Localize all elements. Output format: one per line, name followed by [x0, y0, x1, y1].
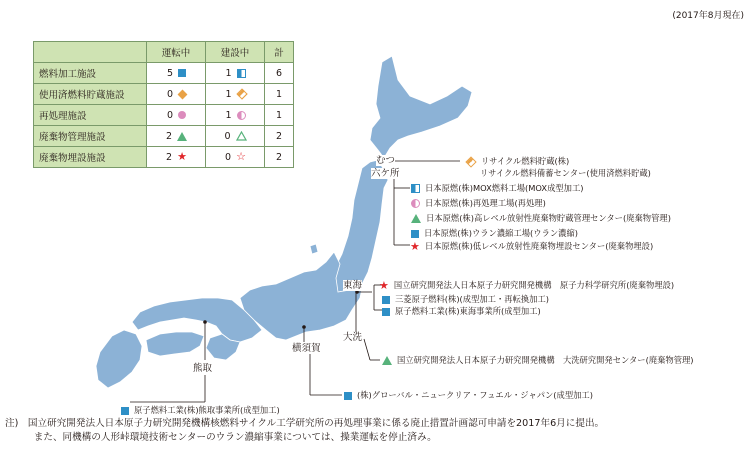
half-orange-diamond-icon [465, 156, 476, 167]
red-star-icon: ★ [379, 278, 389, 292]
facility-label: 国立研究開発法人日本原子力研究開発機構 大洗研究開発センター(廃棄物管理) [397, 355, 694, 365]
operating-cell [147, 105, 206, 126]
facility-label: 三菱原子燃料(株)(成型加工・再転換加工) [395, 294, 549, 304]
total-count: 2 [265, 147, 294, 168]
half-orange-diamond-icon [236, 88, 247, 99]
red-star-icon: ★ [410, 239, 420, 253]
facility-kumatori-1 [121, 405, 280, 415]
place-tokai: 東海 [343, 280, 363, 291]
blue-square-icon [382, 308, 390, 316]
construction-count: 1 [225, 109, 232, 121]
leader-oarai-2 [364, 339, 370, 360]
construction-cell [206, 105, 265, 126]
footnote [5, 417, 604, 445]
header-operating: 運転中 [147, 42, 206, 63]
facility-rokkasho-3 [411, 213, 671, 223]
site-dot-yokosuka [302, 325, 306, 329]
honshu-tohoku [330, 160, 388, 292]
as-of-date: (2017年8月現在) [672, 11, 744, 21]
facility-label: 日本原燃(株)高レベル放射性廃棄物貯蔵管理センター(廃棄物管理) [426, 213, 671, 223]
blue-square-icon [121, 407, 129, 415]
sado-island [310, 244, 318, 254]
facility-oarai-1 [382, 355, 694, 365]
site-dot-kumatori [203, 320, 207, 324]
row-label: 廃棄物管理施設 [34, 126, 147, 147]
construction-cell [206, 63, 265, 84]
construction-cell [206, 147, 265, 168]
blue-square-icon [411, 230, 419, 238]
facility-mutsu-2 [480, 168, 651, 178]
facility-rokkasho-4 [411, 228, 578, 238]
operating-count: 5 [166, 67, 174, 79]
operating-cell [147, 84, 206, 105]
blue-square-icon [382, 296, 390, 304]
facility-label: 原子燃料工業(株)熊取事業所(成型加工) [134, 405, 280, 415]
row-label: 廃棄物埋設施設 [34, 147, 147, 168]
table-row [34, 84, 294, 105]
facility-label: リサイクル燃料備蓄センター(使用済燃料貯蔵) [480, 168, 651, 178]
half-blue-square-icon [237, 69, 246, 78]
table-row [34, 63, 294, 84]
green-triangle-icon [382, 356, 392, 365]
row-label: 燃料加工施設 [34, 63, 147, 84]
total-count: 2 [265, 126, 294, 147]
blue-square-icon [344, 392, 352, 400]
orange-diamond-icon [178, 89, 188, 99]
place-mutsu: むつ [376, 155, 396, 166]
facility-tokai-2 [382, 294, 549, 304]
construction-count: 0 [224, 130, 231, 142]
footnote-line-1: 注) 国立研究開発法人日本原子力研究開発機構核燃料サイクル工学研究所の再処理事業に係る廃止措置計画認可申請を2017年6月に提出。 [5, 418, 605, 429]
facility-label: 日本原燃(株)再処理工場(再処理) [425, 198, 546, 208]
construction-count: 1 [225, 67, 232, 79]
facility-mutsu-1 [466, 156, 569, 166]
place-yokosuka: 横須賀 [292, 343, 321, 354]
facility-rokkasho-5 [410, 241, 653, 252]
total-count: 1 [265, 105, 294, 126]
place-kumatori: 熊取 [193, 363, 213, 374]
half-blue-square-icon [411, 184, 420, 193]
green-triangle-icon [411, 214, 421, 223]
facility-label: (株)グローバル・ニュークリア・フュエル・ジャパン(成型加工) [357, 390, 593, 400]
total-count: 1 [265, 84, 294, 105]
table-row [34, 147, 294, 168]
row-label: 使用済燃料貯蔵施設 [34, 84, 147, 105]
green-triangle-icon [177, 132, 187, 141]
operating-count: 0 [166, 109, 174, 121]
table-header-row [34, 42, 294, 63]
operating-count: 2 [165, 130, 173, 142]
outline-green-triangle-icon [236, 131, 247, 141]
hokkaido [370, 56, 472, 158]
outline-red-star-icon: ☆ [236, 150, 246, 163]
facility-rokkasho-1 [411, 183, 584, 193]
construction-cell [206, 126, 265, 147]
header-construction: 建設中 [206, 42, 265, 63]
row-label: 再処理施設 [34, 105, 147, 126]
table-row [34, 126, 294, 147]
total-count: 6 [265, 63, 294, 84]
header-total: 計 [265, 42, 294, 63]
construction-count: 0 [225, 151, 232, 163]
facility-tokai-1 [379, 280, 674, 291]
half-pink-circle-icon [411, 199, 420, 208]
construction-count: 1 [225, 88, 232, 100]
facility-rokkasho-2 [411, 198, 546, 208]
half-pink-circle-icon [237, 111, 246, 120]
facility-summary-table [33, 41, 294, 168]
facility-label: 原子燃料工業(株)東海事業所(成型加工) [395, 306, 541, 316]
construction-cell [206, 84, 265, 105]
kyushu [96, 330, 142, 388]
footnote-line-2: また、同機構の人形峠環境技術センターのウラン濃縮事業については、操業運転を停止済み。 [5, 432, 437, 443]
operating-count: 0 [166, 88, 174, 100]
pink-circle-icon [178, 111, 186, 119]
operating-cell [147, 147, 206, 168]
place-rokkasho: 六ケ所 [371, 168, 400, 179]
blue-square-icon [178, 69, 186, 77]
shikoku [146, 332, 204, 356]
red-star-icon: ★ [177, 150, 187, 163]
table-row [34, 105, 294, 126]
facility-yokosuka-1 [344, 390, 593, 400]
operating-cell [147, 63, 206, 84]
facility-label: リサイクル燃料貯蔵(株) [481, 156, 570, 166]
facility-label: 日本原燃(株)MOX燃料工場(MOX成型加工) [425, 183, 584, 193]
operating-cell [147, 126, 206, 147]
facility-label: 日本原燃(株)ウラン濃縮工場(ウラン濃縮) [424, 228, 578, 238]
facility-tokai-3 [382, 306, 541, 316]
table-corner [34, 42, 147, 63]
facility-label: 日本原燃(株)低レベル放射性廃棄物埋設センター(廃棄物埋設) [424, 241, 654, 251]
place-oarai: 大洗 [343, 332, 363, 343]
facility-label: 国立研究開発法人日本原子力研究開発機構 原子力科学研究所(廃棄物埋設) [393, 280, 675, 290]
operating-count: 2 [166, 151, 173, 163]
